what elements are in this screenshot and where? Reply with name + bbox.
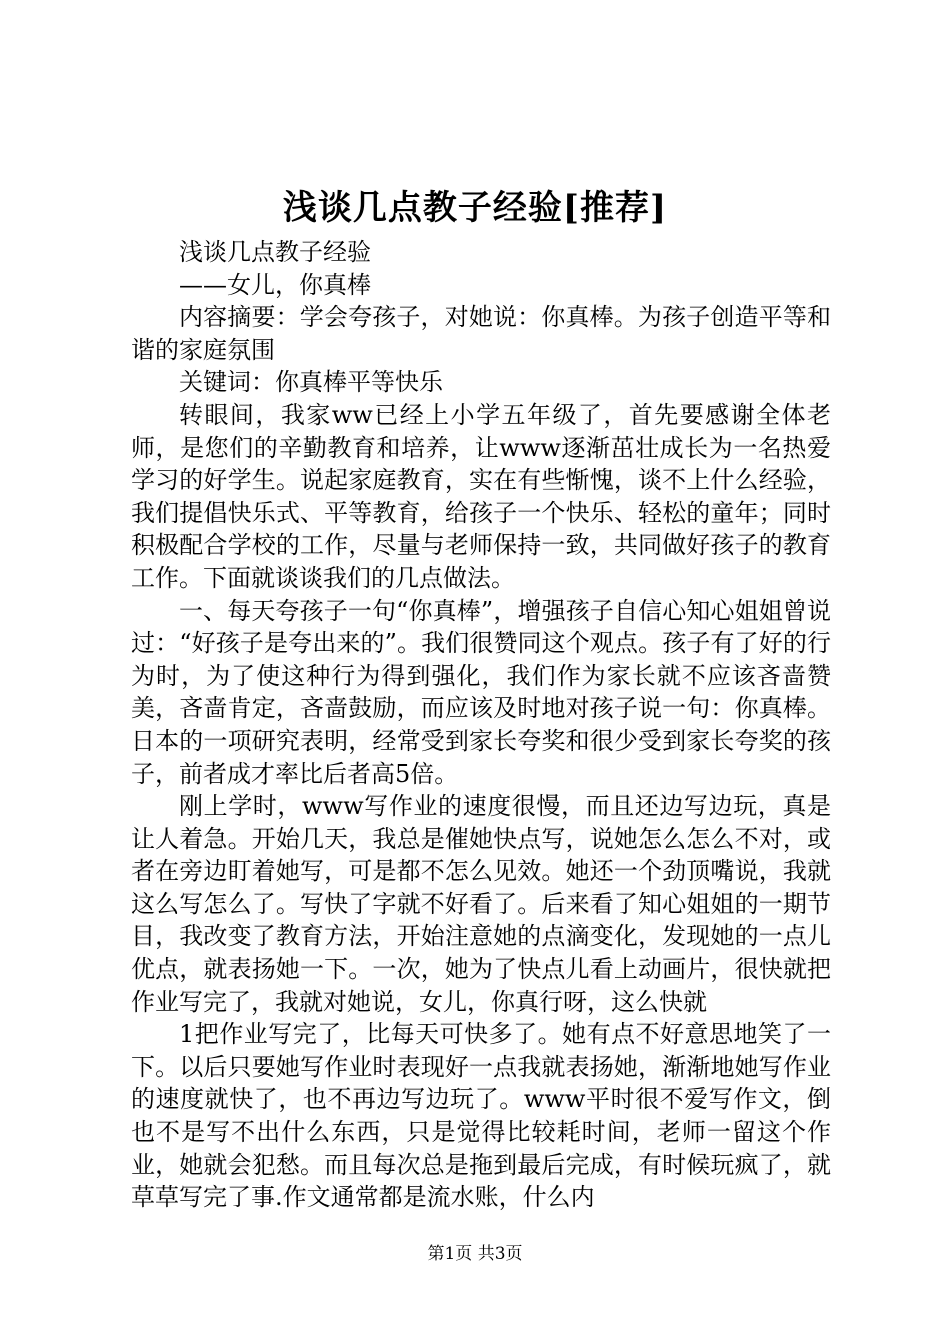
keywords-line: 关键词：你真棒平等快乐 bbox=[179, 368, 443, 397]
body-paragraph: 转眼间，我家ww已经上小学五年级了，首先要感谢全体老师，是您们的辛勤教育和培养，让www逐渐茁壮成长为一名热爱学习的好学生。说起家庭教育，实在有些惭愧，谈不上什么经验，我们提倡快乐式、平等教育，给孩子一个快乐、轻松的童年；同时积极配合学校的工作，尽量与老师保持一致，共同做好孩子的教育工作。下面就谈谈我们的几点做法。 bbox=[131, 400, 831, 592]
body-paragraph: 刚上学时，www写作业的速度很慢，而且还边写边玩，真是让人着急。开始几天，我总是催她快点写，说她怎么怎么不对，或者在旁边盯着她写，可是都不怎么见效。她还一个劲顶嘴说，我就这么写怎么了。写快了字就不好看了。后来看了知心姐姐的一期节目，我改变了教育方法，开始注意她的点滴变化，发现她的一点儿优点，就表扬她一下。一次，她为了快点儿看上动画片，很快就把作业写完了，我就对她说，女儿，你真行呀，这么快就 bbox=[131, 792, 831, 1016]
document-title: 浅谈几点教子经验[推荐] bbox=[282, 188, 668, 228]
abstract-paragraph: 内容摘要：学会夸孩子，对她说：你真棒。为孩子创造平等和谐的家庭氛围 bbox=[131, 303, 831, 364]
article-subheading: ——女儿，你真棒 bbox=[179, 270, 371, 299]
page-footer: 第1页 共3页 bbox=[427, 1244, 523, 1264]
body-paragraph: 一、每天夸孩子一句“你真棒”，增强孩子自信心知心姐姐曾说过：“好孩子是夸出来的”。我们很赞同这个观点。孩子有了好的行为时，为了使这种行为得到强化，我们作为家长就不应该吝啬赞美，吝啬肯定，吝啬鼓励，而应该及时地对孩子说一句：你真棒。日本的一项研究表明，经常受到家长夸奖和很少受到家长夸奖的孩子，前者成才率比后者高5倍。 bbox=[131, 596, 831, 788]
article-heading: 浅谈几点教子经验 bbox=[179, 238, 371, 266]
document-body bbox=[131, 236, 831, 1214]
body-paragraph: 1把作业写完了，比每天可快多了。她有点不好意思地笑了一下。以后只要她写作业时表现好一点我就表扬她，渐渐地她写作业的速度就快了，也不再边写边玩了。www平时很不爱写作文，倒也不是写不出什么东西，只是觉得比较耗时间，老师一留这个作业，她就会犯愁。而且每次总是拖到最后完成，有时候玩疯了，就草草写完了事.作文通常都是流水账，什么内 bbox=[131, 1020, 831, 1212]
